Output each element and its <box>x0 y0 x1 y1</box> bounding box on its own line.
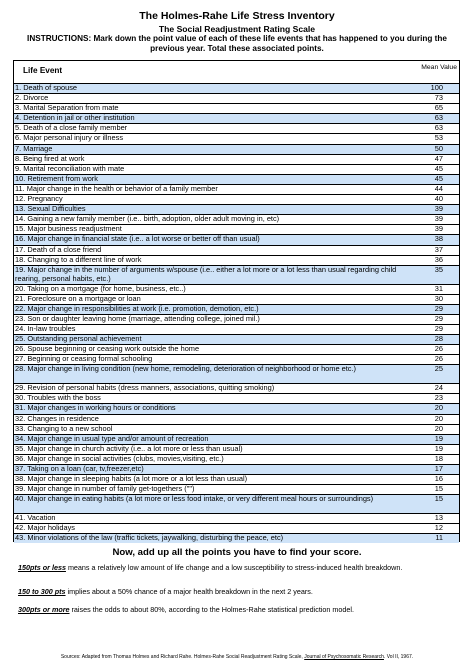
life-event-cell: 3. Marital Separation from mate <box>15 103 119 113</box>
table-row <box>14 224 459 234</box>
life-event-cell: 39. Major change in number of family get-togethers ("") <box>15 484 195 494</box>
mean-value-cell: 12 <box>434 523 443 533</box>
score-note-medium-text: implies about a 50% chance of a major health breakdown in the next 2 years. <box>65 587 313 596</box>
life-event-cell: 4. Detention in jail or other institution <box>15 113 135 123</box>
mean-value-cell: 37 <box>434 244 443 254</box>
table-row <box>14 214 459 224</box>
mean-value-cell: 40 <box>434 194 443 204</box>
mean-value-cell: 30 <box>434 293 443 303</box>
table-row <box>14 474 459 484</box>
mean-value-cell: 20 <box>434 403 443 413</box>
mean-value-cell: 31 <box>434 283 443 293</box>
mean-value-cell: 35 <box>434 264 443 274</box>
mean-value-cell: 20 <box>434 423 443 433</box>
life-event-cell: 8. Being fired at work <box>15 153 85 163</box>
table-row <box>14 414 459 424</box>
table-row <box>14 424 459 434</box>
score-range-medium: 150 to 300 pts <box>18 587 66 596</box>
table-row <box>14 245 459 255</box>
table-row <box>14 403 459 413</box>
life-event-cell: 31. Major changes in working hours or conditions <box>15 403 176 413</box>
life-event-cell: 35. Major change in church activity (i.e.. a lot more or less than usual) <box>15 443 243 453</box>
score-range-low: 150pts or less <box>18 563 66 572</box>
table-row <box>14 164 459 174</box>
score-note-high <box>18 605 463 614</box>
life-event-cell: 40. Major change in eating habits (a lot more or less food intake, or very different meal hours or surroundings) <box>15 494 374 504</box>
mean-value-cell: 39 <box>434 214 443 224</box>
life-event-cell: 38. Major change in sleeping habits (a lot more or a lot less than usual) <box>15 474 248 484</box>
mean-value-cell: 65 <box>434 103 443 113</box>
table-row <box>14 123 459 133</box>
life-event-cell: 16. Major change in financial state (i.e.. a lot worse or better off than usual) <box>15 234 260 244</box>
table-row <box>14 494 459 513</box>
mean-value-cell: 16 <box>434 474 443 484</box>
mean-value-cell: 45 <box>434 163 443 173</box>
mean-value-cell: 63 <box>434 113 443 123</box>
table-row <box>14 383 459 393</box>
mean-value-cell: 29 <box>434 313 443 323</box>
table-row <box>14 144 459 154</box>
life-event-cell: 30. Troubles with the boss <box>15 393 101 403</box>
mean-value-cell: 38 <box>434 234 443 244</box>
table-row <box>14 174 459 184</box>
mean-value-cell: 29 <box>434 323 443 333</box>
score-instruction: Now, add up all the points you have to find your score. <box>112 547 362 558</box>
life-event-cell: 22. Major change in responsibilities at work (i.e. promotion, demotion, etc.) <box>15 303 259 313</box>
mean-value-cell: 11 <box>435 533 443 543</box>
life-event-cell: 25. Outstanding personal achievement <box>15 334 142 344</box>
instructions-line-2: previous year. Total these associated points. <box>150 44 324 53</box>
source-prefix: Sources: Adapted from Thomas Holmes and Richard Rahe. Holmes-Rahe Social Readjustment Rating Scale, <box>60 654 305 660</box>
life-event-cell: 24. In-law troubles <box>15 323 76 333</box>
table-row <box>14 304 459 314</box>
mean-value-cell: 28 <box>434 334 443 344</box>
mean-value-cell: 39 <box>434 204 443 214</box>
life-event-cell: 11. Major change in the health or behavior of a family member <box>15 183 218 193</box>
table-row <box>14 103 459 113</box>
life-event-cell: 34. Major change in usual type and/or amount of recreation <box>15 433 209 443</box>
source-suffix: . Vol II, 1967. <box>383 654 414 660</box>
table-row <box>14 194 459 204</box>
life-event-cell: 13. Sexual Difficulties <box>15 204 86 214</box>
life-event-cell: 37. Taking on a loan (car, tv,freezer,etc) <box>15 463 144 473</box>
life-event-cell: 23. Son or daughter leaving home (marriage, attending college, joined mil.) <box>15 313 260 323</box>
mean-value-cell: 15 <box>434 494 443 504</box>
source-journal: Journal of Psychosomatic Research <box>304 654 384 660</box>
mean-value-cell: 15 <box>434 484 443 494</box>
table-row <box>14 294 459 304</box>
mean-value-cell: 26 <box>434 344 443 354</box>
mean-value-cell: 17 <box>434 463 443 473</box>
life-events-table <box>13 60 460 542</box>
table-row <box>14 93 459 103</box>
table-row <box>14 393 459 403</box>
life-event-cell: 41. Vacation <box>15 513 56 523</box>
mean-value-cell: 44 <box>434 183 443 193</box>
table-row <box>14 284 459 294</box>
table-row <box>14 265 459 284</box>
table-row <box>14 484 459 494</box>
mean-value-cell: 39 <box>434 224 443 234</box>
column-header-life-event: Life Event <box>23 66 63 75</box>
life-event-cell: 19. Major change in the number of arguments w/spouse (i.e.. either a lot more or a lot less than usual regarding child rearing, personal habits, etc.) <box>15 264 397 283</box>
score-note-low <box>18 563 463 572</box>
mean-value-cell: 73 <box>434 93 443 103</box>
mean-value-cell: 19 <box>434 433 443 443</box>
mean-value-cell: 29 <box>434 303 443 313</box>
table-row <box>14 454 459 464</box>
life-event-cell: 6. Major personal injury or illness <box>15 133 124 143</box>
score-note-medium <box>18 587 463 596</box>
table-row <box>14 324 459 334</box>
source-citation <box>0 654 474 660</box>
table-row <box>14 314 459 324</box>
life-event-cell: 17. Death of a close friend <box>15 244 102 254</box>
table-row <box>14 434 459 444</box>
life-event-cell: 1. Death of spouse <box>15 83 78 92</box>
instructions-line-1: INSTRUCTIONS: Mark down the point value of each of these life events that has happened to you during the <box>27 34 447 43</box>
life-event-cell: 27. Beginning or ceasing formal schooling <box>15 354 153 364</box>
table-row <box>14 184 459 194</box>
table-body <box>14 83 459 543</box>
life-event-cell: 15. Major business readjustment <box>15 224 122 234</box>
life-event-cell: 26. Spouse beginning or ceasing work outside the home <box>15 344 200 354</box>
mean-value-cell: 47 <box>434 153 443 163</box>
mean-value-cell: 26 <box>434 354 443 364</box>
life-event-cell: 28. Major change in living condition (new home, remodeling, deterioration of neighborhood or home etc.) <box>15 364 356 374</box>
table-row <box>14 234 459 244</box>
score-range-high: 300pts or more <box>18 605 70 614</box>
mean-value-cell: 36 <box>434 254 443 264</box>
column-header-mean-value: Mean Value <box>421 64 457 71</box>
life-event-cell: 14. Gaining a new family member (i.e.. birth, adoption, older adult moving in, etc) <box>15 214 280 224</box>
life-event-cell: 21. Foreclosure on a mortgage or loan <box>15 293 141 303</box>
life-event-cell: 10. Retirement from work <box>15 173 98 183</box>
mean-value-cell: 23 <box>434 393 443 403</box>
mean-value-cell: 53 <box>434 133 443 143</box>
life-event-cell: 42. Major holidays <box>15 523 75 533</box>
mean-value-cell: 20 <box>434 413 443 423</box>
table-row <box>14 344 459 354</box>
life-event-cell: 9. Marital reconciliation with mate <box>15 163 125 173</box>
mean-value-cell: 100 <box>430 83 443 92</box>
table-row <box>14 83 459 93</box>
life-event-cell: 29. Revision of personal habits (dress manners, associations, quitting smoking) <box>15 383 275 393</box>
table-row <box>14 354 459 364</box>
table-row <box>14 154 459 164</box>
life-event-cell: 2. Divorce <box>15 93 49 103</box>
mean-value-cell: 50 <box>434 143 443 153</box>
life-event-cell: 43. Minor violations of the law (traffic tickets, jaywalking, disturbing the peace, etc) <box>15 533 284 543</box>
life-event-cell: 36. Major change in social activities (clubs, movies,visiting, etc.) <box>15 453 224 463</box>
table-row <box>14 113 459 123</box>
table-row <box>14 533 459 543</box>
score-note-high-text: raises the odds to about 80%, according to the Holmes-Rahe statistical prediction model. <box>69 605 354 614</box>
mean-value-cell: 19 <box>434 443 443 453</box>
table-row <box>14 464 459 474</box>
table-row <box>14 334 459 344</box>
life-event-cell: 7. Marriage <box>15 143 53 153</box>
table-row <box>14 444 459 454</box>
table-row <box>14 364 459 383</box>
life-event-cell: 18. Changing to a different line of work <box>15 254 142 264</box>
life-event-cell: 12. Pregnancy <box>15 194 63 204</box>
table-row <box>14 133 459 143</box>
mean-value-cell: 63 <box>434 123 443 133</box>
table-row <box>14 523 459 533</box>
mean-value-cell: 45 <box>434 173 443 183</box>
mean-value-cell: 18 <box>434 453 443 463</box>
table-row <box>14 204 459 214</box>
life-event-cell: 32. Changes in residence <box>15 413 99 423</box>
life-event-cell: 20. Taking on a mortgage (for home, business, etc..) <box>15 283 186 293</box>
mean-value-cell: 24 <box>434 383 443 393</box>
mean-value-cell: 25 <box>434 364 443 374</box>
document-subtitle: The Social Readjustment Rating Scale <box>158 24 316 34</box>
life-event-cell: 33. Changing to a new school <box>15 423 113 433</box>
life-event-cell: 5. Death of a close family member <box>15 123 128 133</box>
table-header <box>14 61 459 83</box>
table-row <box>14 255 459 265</box>
document-title: The Holmes-Rahe Life Stress Inventory <box>139 10 335 22</box>
table-row <box>14 513 459 523</box>
score-note-low-text: means a relatively low amount of life change and a low susceptibility to stress-induced health breakdown. <box>65 563 403 572</box>
mean-value-cell: 13 <box>434 513 443 523</box>
